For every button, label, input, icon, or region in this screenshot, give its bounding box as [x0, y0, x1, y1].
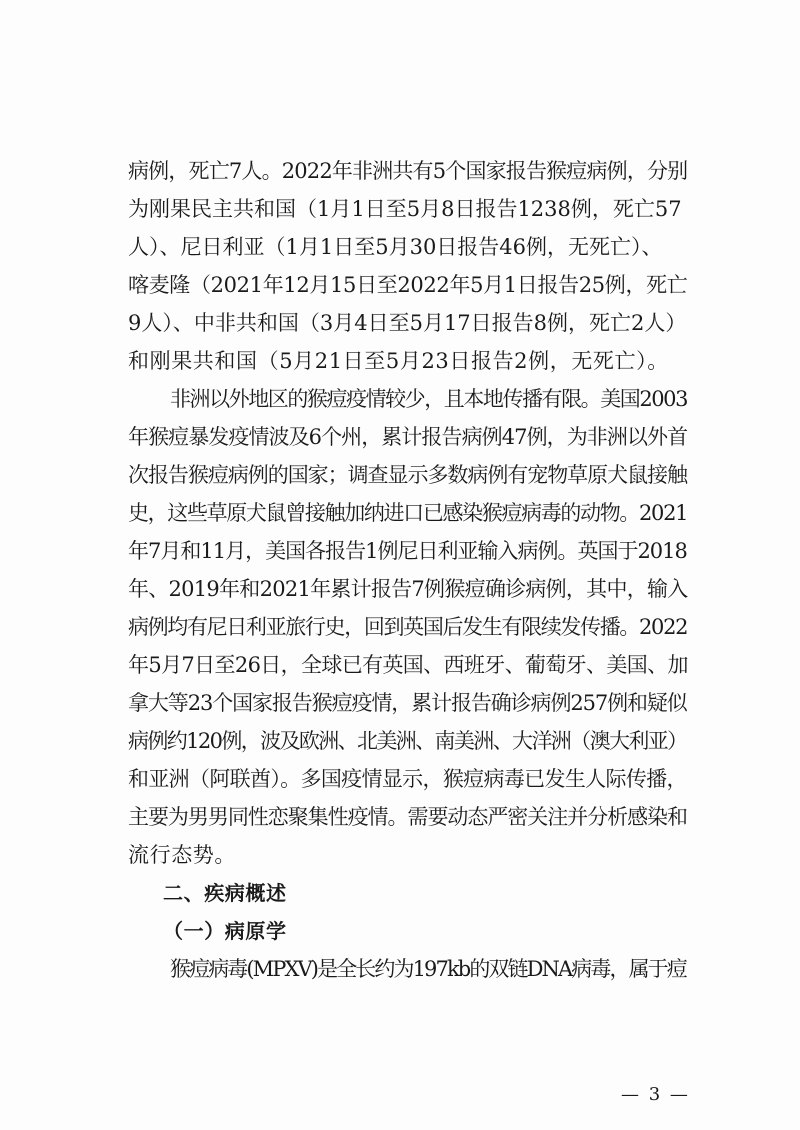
subsection-heading: （一）病原学 — [163, 919, 287, 943]
paragraph-line: 和亚洲（阿联酋）。多国疫情显示，猴痘病毒已发生人际传播， — [128, 767, 687, 791]
paragraph-line: 拿大等23个国家报告猴痘疫情，累计报告确诊病例257例和疑似 — [128, 691, 687, 715]
section-heading: 二、疾病概述 — [163, 881, 287, 905]
paragraph-line: 年、2019年和2021年累计报告7例猴痘确诊病例，其中，输入 — [128, 577, 688, 601]
paragraph-line: 病例约120例，波及欧洲、北美洲、南美洲、大洋洲（澳大利亚） — [128, 729, 687, 753]
paragraph-line: 年7月和11月，美国各报告1例尼日利亚输入病例。英国于2018 — [128, 539, 687, 563]
paragraph-line: 年猴痘暴发疫情波及6个州，累计报告病例47例，为非洲以外首 — [128, 425, 688, 449]
paragraph-line: 喀麦隆（2021年12月15日至2022年5月1日报告25例，死亡 — [128, 273, 688, 297]
paragraph-line: 为刚果民主共和国（1月1日至5月8日报告1238例，死亡57 — [128, 197, 682, 221]
paragraph-line: 次报告猴痘病例的国家；调查显示多数病例有宠物草原犬鼠接触 — [128, 463, 687, 487]
paragraph-line: 流行态势。 — [128, 843, 236, 867]
page-number: — 3 — — [621, 1084, 690, 1105]
paragraph-line: 猴痘病毒(MPXV)是全长约为197kb的双链DNA病毒，属于痘 — [170, 957, 686, 981]
paragraph-line: 病例，死亡7人。2022年非洲共有5个国家报告猴痘病例，分别 — [128, 159, 688, 183]
paragraph-line: 和刚果共和国（5月21日至5月23日报告2例，无死亡）。 — [128, 349, 669, 373]
paragraph-line: 非洲以外地区的猴痘疫情较少，且本地传播有限。美国2003 — [170, 387, 687, 411]
paragraph-line: 9人）、中非共和国（3月4日至5月17日报告8例，死亡2人） — [128, 311, 687, 335]
paragraph-line: 人）、尼日利亚（1月1日至5月30日报告46例，无死亡）、 — [128, 235, 663, 259]
paragraph-line: 主要为男男同性恋聚集性疫情。需要动态严密关注并分析感染和 — [128, 805, 687, 829]
paragraph-line: 史，这些草原犬鼠曾接触加纳进口已感染猴痘病毒的动物。2021 — [128, 501, 688, 525]
paragraph-line: 年5月7日至26日，全球已有英国、西班牙、葡萄牙、美国、加 — [128, 653, 688, 677]
paragraph-line: 病例均有尼日利亚旅行史，回到英国后发生有限续发传播。2022 — [128, 615, 688, 639]
